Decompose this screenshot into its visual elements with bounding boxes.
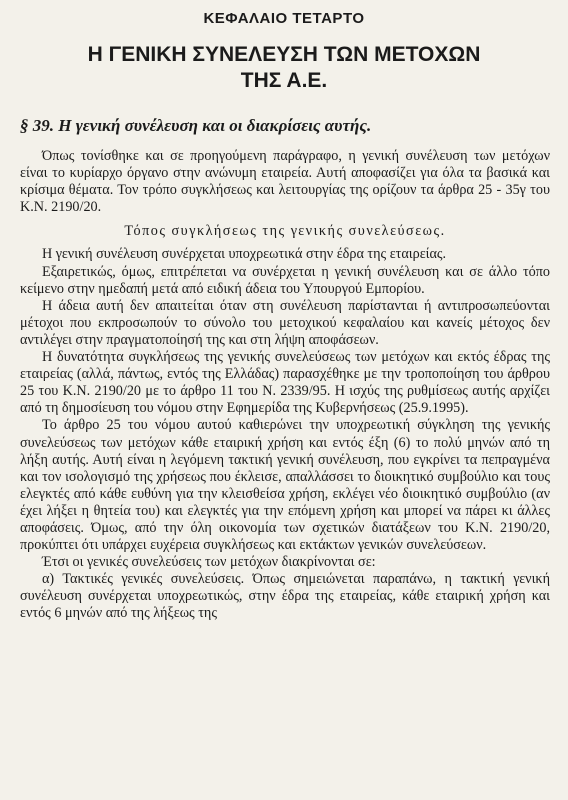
paragraph-8: α) Τακτικές γενικές συνελεύσεις. Όπως σημειώνεται παραπάνω, η τακτική γενική συνέλευση συνέρχεται υποχρεωτικώς, στην έδρα της εταιρείας, κάθε εταιρική χρήση και εντός 6 μηνών από της λήξεως της bbox=[20, 571, 550, 622]
body-text bbox=[20, 148, 550, 623]
chapter-heading: ΚΕΦΑΛΑΙΟ ΤΕΤΑΡΤΟ bbox=[203, 10, 365, 27]
chapter-title bbox=[0, 42, 568, 94]
subheading: Τόπος συγκλήσεως της γενικής συνελεύσεως. bbox=[124, 223, 446, 240]
paragraph-7: Έτσι οι γενικές συνελεύσεις των μετόχων διακρίνονται σε: bbox=[42, 554, 376, 571]
paragraph-6: Το άρθρο 25 του νόμου αυτού καθιερώνει την υποχρεωτική σύγκληση της γενικής συνελεύσεως των μετόχων κάθε εταιρική χρήση και εντός έξη (6) το πολύ μηνών από τη λήξη αυτής. Αυτή είναι η λεγόμενη τακτική γενική συνέλευση, που εγκρίνει τα πεπραγμένα και τον ισολογισμό της χρήσεως που έκλεισε, απαλλάσσει το διοικητικό συμβούλιο και τους ελεγκτές από κάθε ευθύνη για την κλεισθείσα χρήση, εκλέγει νέο διοικητικό συμβούλιο (αν έχει λήξει η θητεία του) και ελεγκτές για την επόμενη χρήση και μπορεί να πάρει κι άλλες αποφάσεις. Όμως, από την όλη οικονομία των σχετικών διατάξεων του Κ.Ν. 2190/20, προκύπτει ότι υπάρχει ευχέρεια συγκλήσεως και εκτάκτων γενικών συνελεύσεων. bbox=[20, 417, 550, 554]
paragraph-4: Η άδεια αυτή δεν απαιτείται όταν στη συνέλευση παρίστανται ή αντιπροσωπεύονται μέτοχοι που εκπροσωπούν το σύνολο του μετοχικού κεφαλαίου και κανείς μέτοχος δεν αντιλέγει στην πραγματοποίησή της και στη λήψη αποφάσεων. bbox=[20, 297, 550, 348]
paragraph-5: Η δυνατότητα συγκλήσεως της γενικής συνελεύσεως των μετόχων και εκτός έδρας της εταιρείας (αλλά, πάντως, εντός της Ελλάδας) παρασχέθηκε με την τροποποίηση του άρθρου 25 του Κ.Ν. 2190/20 με το άρθρο 11 του Ν. 2339/95. Η ισχύς της ρυθμίσεως αυτής αρχίζει από τη δημοσίευση του νόμου στην Εφημερίδα της Κυβερνήσεως (25.9.1995). bbox=[20, 349, 550, 417]
paragraph-3: Εξαιρετικώς, όμως, επιτρέπεται να συνέρχεται η γενική συνέλευση και σε άλλο τόπο κείμενο στην ημεδαπή μετά από ειδική άδεια του Υπουργού Εμπορίου. bbox=[20, 263, 550, 297]
chapter-title-line-1: Η ΓΕΝΙΚΗ ΣΥΝΕΛΕΥΣΗ ΤΩΝ ΜΕΤΟΧΩΝ bbox=[87, 43, 481, 66]
chapter-title-line-2: ΤΗΣ Α.Ε. bbox=[240, 69, 328, 92]
section-heading: § 39. Η γενική συνέλευση και οι διακρίσεις αυτής. bbox=[20, 116, 372, 135]
paragraph-2: Η γενική συνέλευση συνέρχεται υποχρεωτικά στην έδρα της εταιρείας. bbox=[42, 246, 447, 263]
paragraph-1: Όπως τονίσθηκε και σε προηγούμενη παράγραφο, η γενική συνέλευση των μετόχων είναι το κυρίαρχο όργανο στην ανώνυμη εταιρεία. Αυτή αποφασίζει για όλα τα βασικά και κρίσιμα θέματα. Τον τρόπο συγκλήσεως και λειτουργίας της ορίζουν τα άρθρα 25 - 35γ του Κ.Ν. 2190/20. bbox=[20, 148, 550, 216]
